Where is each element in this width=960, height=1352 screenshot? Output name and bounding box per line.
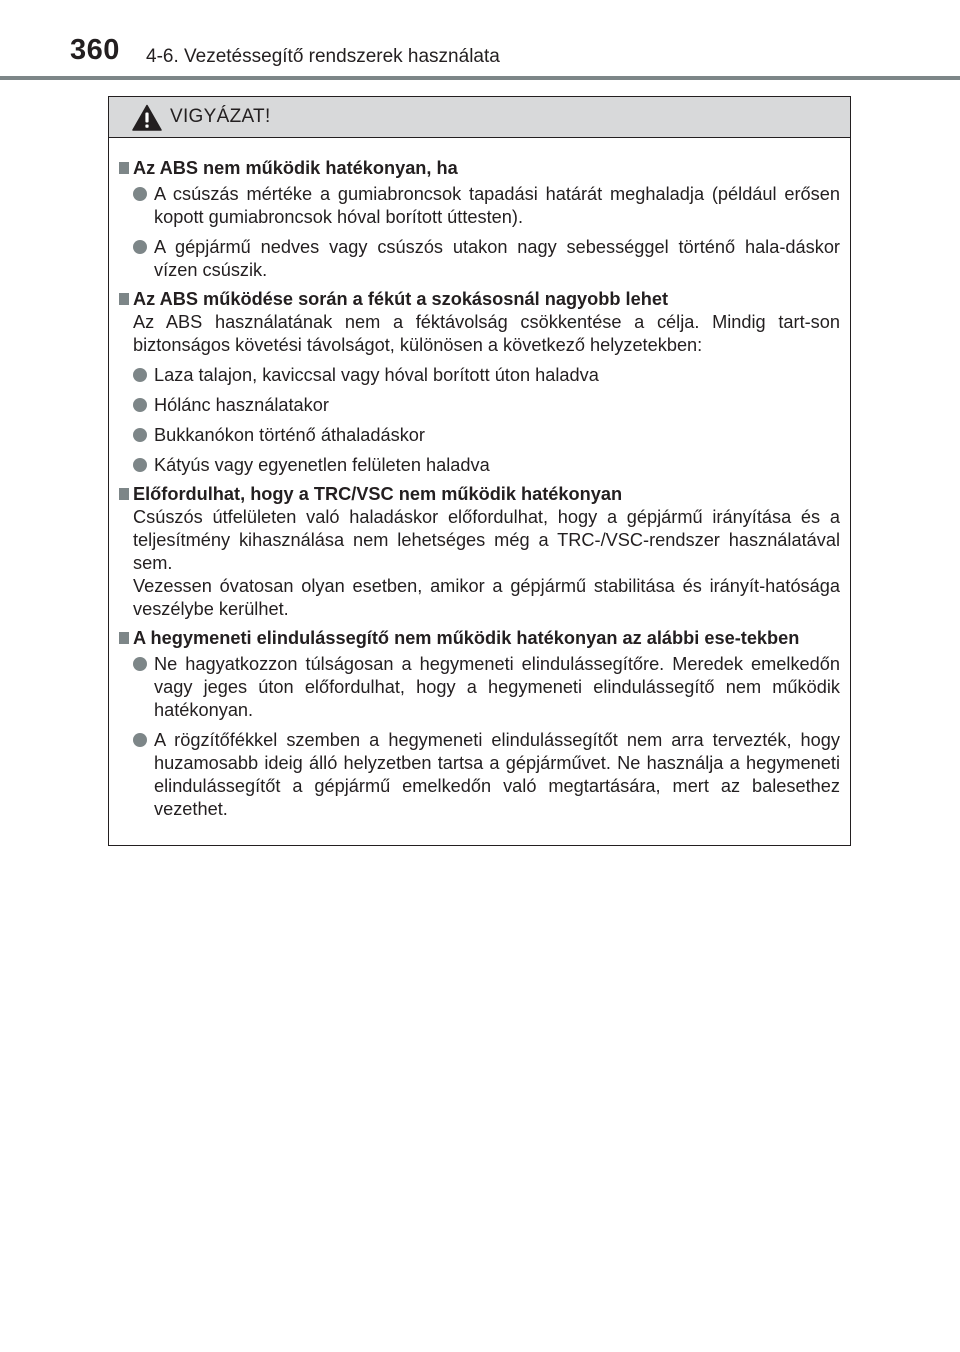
bullet-icon — [133, 428, 147, 442]
list-item: A rögzítőfékkel szemben a hegymeneti elindulássegítőt nem arra tervezték, hogy huzamosabb ideig álló helyzetben tartsa a gépjárművet. Ne használja a hegymeneti elindulássegítőt a gépjármű emelkedőn való megtartására, mert az balesethez vezethet. — [119, 729, 840, 821]
section-title: 4-6. Vezetéssegítő rendszerek használata — [146, 46, 500, 67]
bullet-icon — [133, 657, 147, 671]
list-item: Kátyús vagy egyenetlen felületen haladva — [119, 454, 840, 477]
list-item: Hólánc használatakor — [119, 394, 840, 417]
bullet-icon — [133, 733, 147, 747]
bullet-icon — [133, 368, 147, 382]
page-header — [0, 0, 960, 80]
list-item: A gépjármű nedves vagy csúszós utakon nagy sebességgel történő hala-dáskor vízen csúszik. — [119, 236, 840, 282]
section-text: Vezessen óvatosan olyan esetben, amikor a gépjármű stabilitása és irányít-hatósága veszélybe kerülhet. — [133, 576, 840, 619]
header-divider — [0, 76, 960, 80]
section-heading: Az ABS nem működik hatékonyan, ha — [119, 157, 840, 180]
warning-triangle-icon — [132, 104, 162, 131]
bullet-icon — [133, 240, 147, 254]
section-heading: A hegymeneti elindulássegítő nem működik hatékonyan az alábbi ese-tekben — [119, 627, 840, 650]
page-number: 360 — [70, 34, 120, 66]
bullet-icon — [133, 458, 147, 472]
bullet-icon — [133, 398, 147, 412]
section-text: Csúszós útfelületen való haladáskor előfordulhat, hogy a gépjármű irányítása és a teljesítmény kihasználása nem lehetséges még a TRC-/VSC-rendszer használatával sem. — [133, 507, 840, 573]
warning-body — [109, 138, 850, 821]
warning-header — [109, 97, 850, 138]
list-item: Laza talajon, kaviccsal vagy hóval borított úton haladva — [119, 364, 840, 387]
section-text: Az ABS használatának nem a féktávolság csökkentése a célja. Mindig tart-son biztonságos követési távolságot, különösen a következő helyzetekben: — [133, 312, 840, 355]
warning-box — [108, 96, 851, 846]
list-item: Bukkanókon történő áthaladáskor — [119, 424, 840, 447]
section-heading: Az ABS működése során a fékút a szokásosnál nagyobb lehet — [119, 288, 840, 311]
list-item: A csúszás mértéke a gumiabroncsok tapadási határát meghaladja (például erősen kopott gumiabroncsok hóval borított úttesten). — [119, 183, 840, 229]
list-item: Ne hagyatkozzon túlságosan a hegymeneti elindulássegítőre. Meredek emelkedőn vagy jeges úton előfordulhat, hogy a hegymeneti elindulássegítő nem működik hatékonyan. — [119, 653, 840, 722]
warning-title: VIGYÁZAT! — [170, 106, 271, 127]
section-heading: Előfordulhat, hogy a TRC/VSC nem működik hatékonyan — [119, 483, 840, 506]
bullet-icon — [133, 187, 147, 201]
